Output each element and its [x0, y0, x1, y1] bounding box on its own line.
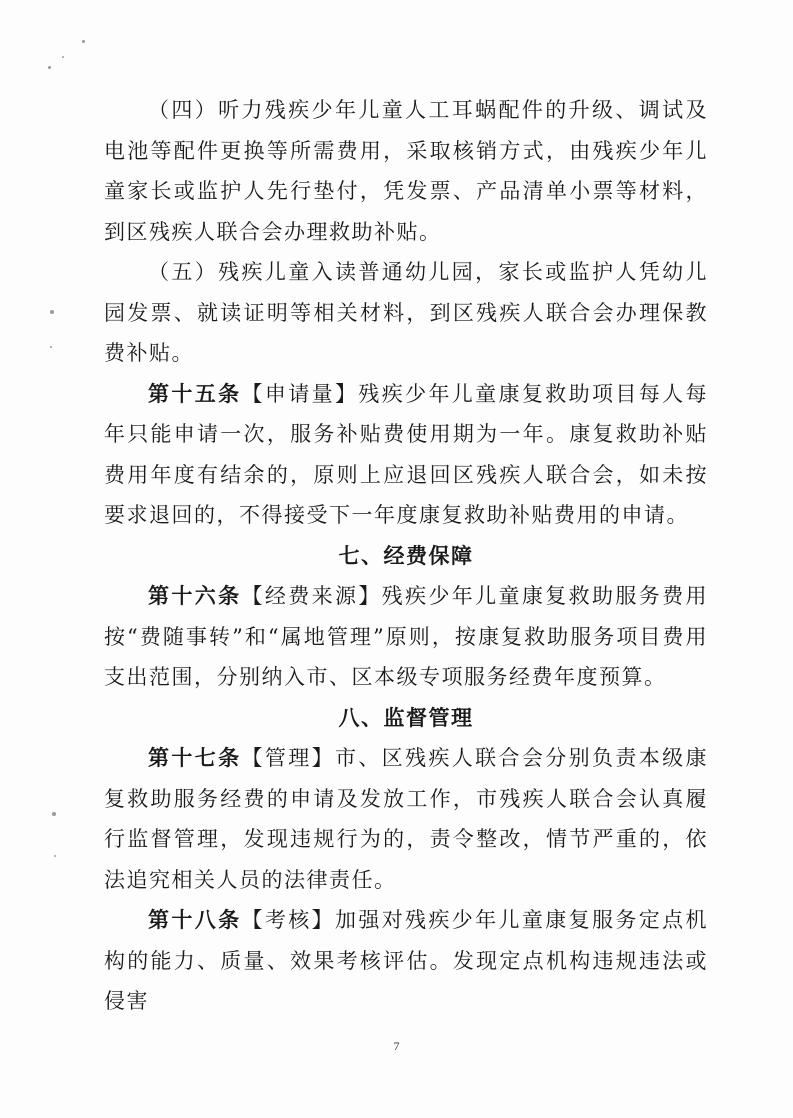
article-number: 第十八条	[148, 908, 242, 932]
section-heading-8: 八、监督管理	[338, 705, 474, 730]
scan-speck	[50, 310, 54, 314]
scan-speck	[62, 56, 64, 58]
article-17	[104, 738, 708, 900]
article-text: 【经费来源】残疾少年儿童康复救助服务费用按“费随事转”和“属地管理”原则，按康复救助服务项目费用支出范围，分别纳入市、区本级专项服务经费年度预算。	[104, 584, 709, 689]
scan-speck	[52, 812, 56, 816]
scan-speck	[50, 346, 52, 348]
article-18	[104, 900, 708, 1022]
paragraph-text: （五）残疾儿童入读普通幼儿园，家长或监护人凭幼儿园发票、就读证明等相关材料，到区残疾人联合会办理保教费补贴。	[104, 260, 708, 365]
paragraph-text: （四）听力残疾少年儿童人工耳蜗配件的升级、调试及电池等配件更换等所需费用，采取核销方式，由残疾少年儿童家长或监护人先行垫付，凭发票、产品清单小票等材料，到区残疾人联合会办理救助补贴。	[104, 98, 708, 244]
article-16	[104, 576, 708, 698]
body-text	[104, 90, 708, 1022]
article-number: 第十六条	[148, 584, 242, 608]
section-heading-7: 七、经费保障	[338, 543, 474, 568]
paragraph-item-5	[104, 252, 708, 374]
article-number: 第十七条	[148, 746, 242, 770]
article-number: 第十五条	[148, 381, 242, 406]
article-text: 【考核】加强对残疾少年儿童康复服务定点机构的能力、质量、效果考核评估。发现定点机构违规违法或侵害	[104, 908, 709, 1013]
paragraph-item-4	[104, 90, 708, 252]
article-text: 【管理】市、区残疾人联合会分别负责本级康复救助服务经费的申请及发放工作，市残疾人联合会认真履行监督管理，发现违规行为的，责令整改，情节严重的，依法追究相关人员的法律责任。	[104, 746, 709, 892]
scan-speck	[48, 66, 51, 69]
scan-speck	[54, 855, 56, 857]
scan-speck	[82, 40, 85, 43]
article-text: 【申请量】残疾少年儿童康复救助项目每人每年只能申请一次，服务补贴费使用期为一年。康复救助补贴费用年度有结余的，原则上应退回区残疾人联合会，如未按要求退回的，不得接受下一年度康复救助补贴费用的申请。	[104, 381, 709, 527]
page-number: 7	[393, 1039, 400, 1053]
article-15	[104, 374, 708, 536]
